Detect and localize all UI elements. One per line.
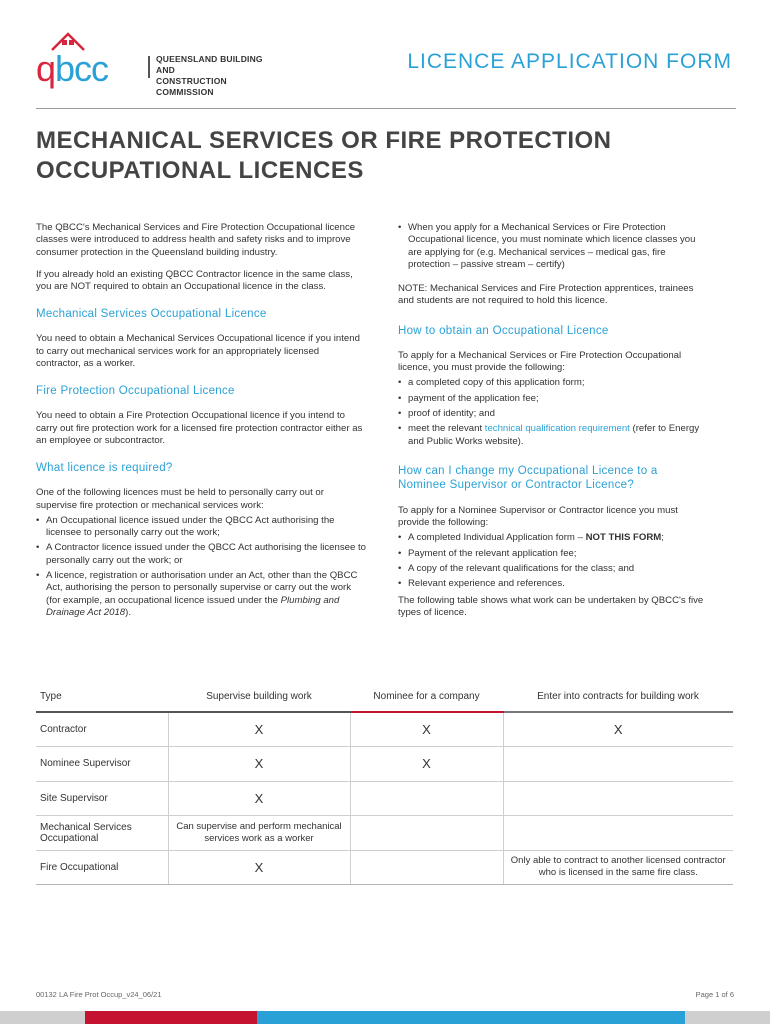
column-header-nominee: Nominee for a company [350,682,503,712]
cell-supervise: X [168,850,350,885]
logo-wordmark [36,48,108,90]
table-row [36,850,733,885]
cell-type: Contractor [36,712,168,747]
table-row [36,747,733,782]
list-item: • An Occupational licence issued under the QBCC Act authorising the licensee to personally carry out the work; [36,515,366,540]
requirement-heading: What licence is required? [36,462,173,475]
list-item: • payment of the application fee; [398,393,708,405]
list-item: • A copy of the relevant qualifications for the class; and [398,563,708,575]
cell-nominee [350,816,503,851]
footer-color-bar [0,1011,770,1024]
table-row [36,781,733,816]
page-title-line2: OCCUPATIONAL LICENCES [36,157,364,184]
logo-divider [148,56,150,78]
logo-q: q [36,48,56,89]
list-item: • A licence, registration or authorisation under an Act, other than the QBCC Act, authorising the person to personally supervise or carry out the work (for example, an occupational licence issued under the Plumbing and Drainage Act 2018). [36,570,366,619]
table-header-row [36,682,733,712]
header-divider [36,108,736,109]
list-item: • A Contractor licence issued under the QBCC Act authorising the licensee to personally carry out the work; or [36,542,366,567]
cell-supervise: X [168,712,350,747]
cell-nominee [350,850,503,885]
org-name-line1: QUEENSLAND BUILDING AND [156,54,263,75]
cell-type: Nominee Supervisor [36,747,168,782]
apply-list [398,222,708,271]
list-item: • meet the relevant technical qualification requirement (refer to Energy and Public Works website). [398,423,708,448]
left-column [36,222,366,623]
page-number: Page 1 of 6 [695,990,734,999]
list-item: • Relevant experience and references. [398,578,708,590]
page-title [36,126,736,186]
list-item: • When you apply for a Mechanical Services or Fire Protection Occupational licence, you must nominate which licence classes you are applying for (e.g. Mechanical services – medical gas, fire protection – passive stream – certify) [398,222,708,271]
change-text: To apply for a Nominee Supervisor or Contractor licence you must provide the following: [398,504,678,529]
cell-nominee [350,781,503,816]
form-title: LICENCE APPLICATION FORM [407,50,732,73]
qbcc-logo [36,30,276,97]
cell-supervise: X [168,781,350,816]
obtain-text: To apply for a Mechanical Services or Fire Protection Occupational licence, you must provide the following: [398,349,682,374]
cell-supervise: Can supervise and perform mechanical services work as a worker [168,816,350,851]
act-name: Plumbing and Drainage Act 2018 [46,594,340,618]
page-header [0,0,770,110]
list-item: • A completed Individual Application form – NOT THIS FORM; [398,532,708,544]
mechanical-text: You need to obtain a Mechanical Services Occupational licence if you intend to carry out mechanical services work for an appropriately licensed contractor, as a worker. [36,333,360,370]
org-name-line2: CONSTRUCTION COMMISSION [156,76,227,97]
footer-bar-red [85,1011,257,1024]
existing-licence-paragraph: If you already hold an existing QBCC Contractor licence in the same class, you are NOT required to obtain an Occupational licence in the class. [36,268,353,293]
table-row [36,816,733,851]
requirement-list [36,515,366,619]
column-header-contracts: Enter into contracts for building work [503,682,733,712]
cell-supervise: X [168,747,350,782]
licence-types-table [36,682,733,885]
right-column [398,222,708,629]
cell-contracts [503,816,733,851]
requirement-text: One of the following licences must be held to personally carry out or supervise fire protection or mechanical services work: [36,487,324,511]
list-item: • a completed copy of this application form; [398,377,708,389]
change-heading: How can I change my Occupational Licence to a Nominee Supervisor or Contractor Licence? [398,464,658,492]
cell-type: Fire Occupational [36,850,168,885]
fire-text: You need to obtain a Fire Protection Occupational licence if you intend to carry out fire protection work for a licensed fire protection contractor either as an employee or subcontractor. [36,410,363,446]
cell-contracts: X [503,712,733,747]
cell-nominee: X [350,712,503,747]
intro-paragraph: The QBCC's Mechanical Services and Fire Protection Occupational licence classes were introduced to address health and safety risks and to improve consumer protection in the Queensland building industry. [36,222,356,258]
cell-type: Site Supervisor [36,781,168,816]
column-header-type: Type [36,682,168,712]
mechanical-heading: Mechanical Services Occupational Licence [36,308,267,321]
org-name [156,54,276,98]
page-title-line1: MECHANICAL SERVICES OR FIRE PROTECTION [36,127,612,154]
table-row [36,712,733,747]
cell-contracts: Only able to contract to another licensed contractor who is licensed in the same fire class. [503,850,733,885]
table-intro: The following table shows what work can be undertaken by QBCC's five types of licence. [398,594,704,618]
not-this-form: NOT THIS FORM [585,532,662,544]
list-item: • proof of identity; and [398,408,708,420]
column-header-supervise: Supervise building work [168,682,350,712]
fire-heading: Fire Protection Occupational Licence [36,385,235,398]
cell-nominee: X [350,747,503,782]
technical-qualification-link[interactable]: technical qualification requirement [484,423,630,435]
obtain-heading: How to obtain an Occupational Licence [398,324,609,337]
change-list [398,532,708,590]
obtain-list [398,377,708,447]
footer-bar-blue [257,1011,685,1024]
form-code: 00132 LA Fire Prot Occup_v24_06/21 [36,990,162,999]
footer-bar-grey-right [685,1011,770,1024]
logo-bcc: bcc [55,48,109,89]
cell-type: Mechanical Services Occupational [36,816,168,851]
cell-contracts [503,781,733,816]
note-paragraph: NOTE: Mechanical Services and Fire Protection apprentices, trainees and students are not required to hold this licence. [398,283,694,307]
footer-bar-grey [0,1011,85,1024]
cell-contracts [503,747,733,782]
list-item: • Payment of the relevant application fee; [398,548,708,560]
